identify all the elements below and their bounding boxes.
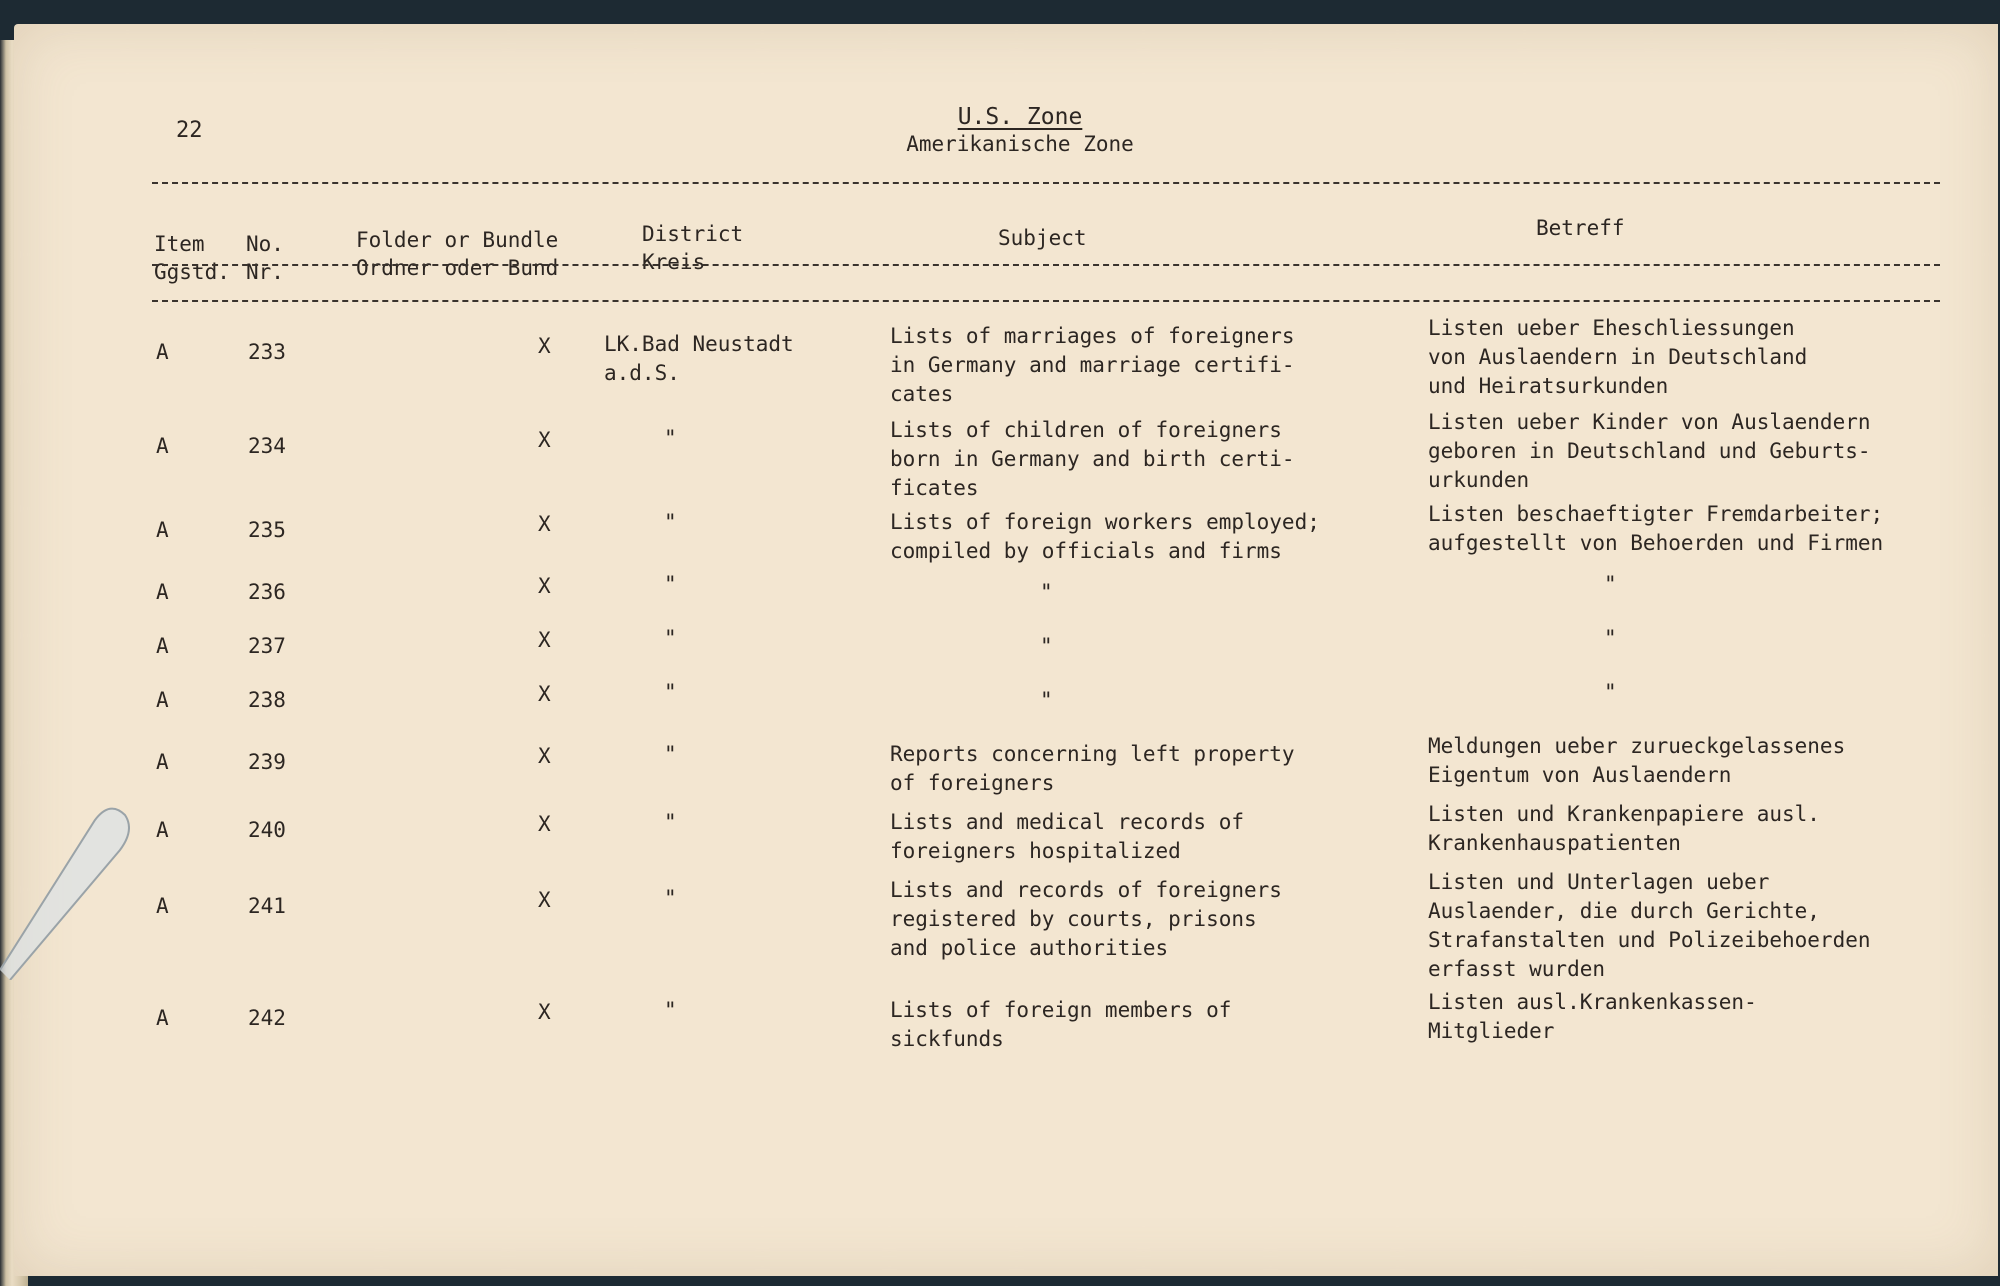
subject-text: Lists of foreign members of sickfunds bbox=[890, 998, 1232, 1051]
page-title: U.S. Zone bbox=[957, 104, 1083, 130]
subject-text: " bbox=[1040, 580, 1053, 604]
betreff-text: " bbox=[1604, 572, 1617, 596]
betreff-text: Listen ueber Eheschliessungen von Auslaendern in Deutschland und Heiratsurkunden bbox=[1428, 316, 1808, 398]
column-header-betreff: Betreff bbox=[1536, 216, 1625, 240]
folder-mark: X bbox=[538, 628, 551, 652]
page-header bbox=[780, 104, 1260, 156]
folder-mark: X bbox=[538, 744, 551, 768]
subject-text: Lists and medical records of foreigners hospitalized bbox=[890, 810, 1245, 863]
district-name: " bbox=[664, 426, 677, 450]
betreff-text: Listen ueber Kinder von Auslaendern geboren in Deutschland und Geburts- urkunden bbox=[1428, 410, 1871, 492]
item-number: 235 bbox=[248, 518, 286, 542]
item-letter: A bbox=[156, 750, 169, 774]
betreff-text: Listen ausl.Krankenkassen- Mitglieder bbox=[1428, 990, 1757, 1043]
column-header-no: No. Nr. bbox=[246, 232, 284, 284]
item-number: 241 bbox=[248, 894, 286, 918]
district-name: " bbox=[664, 886, 677, 910]
item-letter: A bbox=[156, 894, 169, 918]
item-number: 242 bbox=[248, 1006, 286, 1030]
item-number: 236 bbox=[248, 580, 286, 604]
paperclip-icon bbox=[0, 780, 130, 980]
betreff-text: Listen beschaeftigter Fremdarbeiter; aufgestellt von Behoerden und Firmen bbox=[1428, 502, 1884, 555]
betreff-text: " bbox=[1604, 626, 1617, 650]
page-subtitle: Amerikanische Zone bbox=[906, 132, 1134, 156]
district-name: " bbox=[664, 626, 677, 650]
item-letter: A bbox=[156, 580, 169, 604]
item-number: 240 bbox=[248, 818, 286, 842]
subject-text: Reports concerning left property of foreigners bbox=[890, 742, 1295, 795]
paper-sheet bbox=[14, 24, 1998, 1276]
item-number: 238 bbox=[248, 688, 286, 712]
column-header-subject: Subject bbox=[998, 226, 1087, 250]
item-number: 233 bbox=[248, 340, 286, 364]
betreff-text: Listen und Krankenpapiere ausl. Krankenhauspatienten bbox=[1428, 802, 1820, 855]
item-letter: A bbox=[156, 688, 169, 712]
folder-mark: X bbox=[538, 682, 551, 706]
district-name: " bbox=[664, 680, 677, 704]
betreff-text: " bbox=[1604, 680, 1617, 704]
district-name: " bbox=[664, 510, 677, 534]
item-letter: A bbox=[156, 518, 169, 542]
item-number: 234 bbox=[248, 434, 286, 458]
district-name: " bbox=[664, 810, 677, 834]
subject-text: Lists of foreign workers employed; compiled by officials and firms bbox=[890, 510, 1320, 563]
column-header-item: Item Ggstd. bbox=[154, 232, 230, 284]
item-letter: A bbox=[156, 634, 169, 658]
item-letter: A bbox=[156, 434, 169, 458]
item-number: 239 bbox=[248, 750, 286, 774]
folder-mark: X bbox=[538, 574, 551, 598]
item-letter: A bbox=[156, 818, 169, 842]
subject-text: " bbox=[1040, 634, 1053, 658]
subject-text: Lists of children of foreigners born in Germany and birth certi- ficates bbox=[890, 418, 1295, 500]
table-top-dashed-rule bbox=[152, 300, 1940, 302]
folder-mark: X bbox=[538, 812, 551, 836]
district-name: " bbox=[664, 572, 677, 596]
item-number: 237 bbox=[248, 634, 286, 658]
item-letter: A bbox=[156, 1006, 169, 1030]
district-name: " bbox=[664, 742, 677, 766]
folder-mark: X bbox=[538, 334, 551, 358]
item-letter: A bbox=[156, 340, 169, 364]
header-bottom-dashed-rule bbox=[152, 264, 1940, 266]
folder-mark: X bbox=[538, 428, 551, 452]
page-number: 22 bbox=[176, 118, 203, 143]
betreff-text: Meldungen ueber zurueckgelassenes Eigentum von Auslaendern bbox=[1428, 734, 1846, 787]
folder-mark: X bbox=[538, 1000, 551, 1024]
district-name: LK.Bad Neustadt a.d.S. bbox=[604, 332, 794, 385]
betreff-text: Listen und Unterlagen ueber Auslaender, die durch Gerichte, Strafanstalten und Polizeibehoerden erfasst wurden bbox=[1428, 870, 1871, 981]
district-name: " bbox=[664, 998, 677, 1022]
folder-mark: X bbox=[538, 888, 551, 912]
subject-text: " bbox=[1040, 688, 1053, 712]
column-header-district: District Kreis bbox=[642, 222, 744, 274]
column-header-folder: Folder or Bundle Ordner oder Bund bbox=[356, 228, 559, 280]
folder-mark: X bbox=[538, 512, 551, 536]
subject-text: Lists of marriages of foreigners in Germany and marriage certifi- cates bbox=[890, 324, 1295, 406]
top-dashed-rule bbox=[152, 182, 1940, 184]
subject-text: Lists and records of foreigners registered by courts, prisons and police authorities bbox=[890, 878, 1282, 960]
